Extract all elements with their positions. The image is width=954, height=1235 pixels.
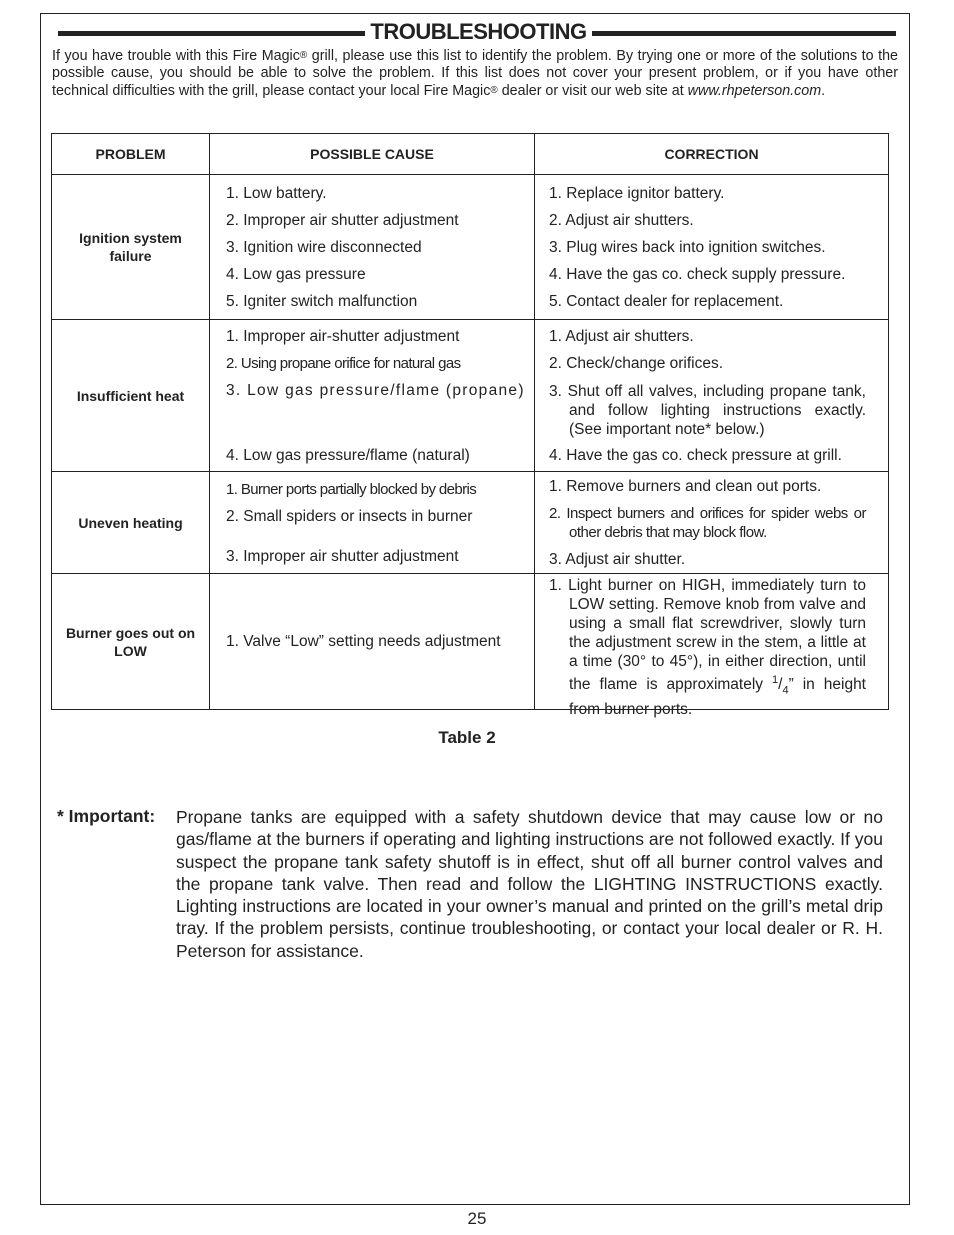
title-rule-left — [58, 31, 365, 36]
website-link[interactable]: www.rhpeterson.com — [687, 83, 822, 99]
intro-text-1: If you have trouble with this Fire Magic — [52, 48, 300, 64]
table-caption: Table 2 — [438, 728, 496, 747]
important-note-text: Propane tanks are equipped with a safety shutdown device that may cause low or no gas/flame at the burners if operating and lighting instructions are not followed exactly. If you suspect the propane tank safety shutoff is in effect, shut off all burner control valves and the propane tank valve. Then read and follow the LIGHTING INSTRUCTIONS exactly. Lighting instructions are located in your owner’s manual and printed on the grill’s metal drip tray. If the problem persists, continue troubleshooting, or contact your local dealer or R. H. Peterson for assistance. — [176, 807, 883, 961]
intro-paragraph — [52, 47, 898, 100]
correction-item: 2. Adjust air shutters. — [549, 212, 694, 229]
header-correction: CORRECTION — [535, 134, 889, 175]
correction-item: 2. Check/change orifices. — [549, 355, 724, 372]
cause-cell — [210, 472, 535, 574]
table-header-row — [52, 134, 889, 175]
problem-cell — [52, 320, 210, 472]
problem-cell — [52, 472, 210, 574]
correction-item: 4. Have the gas co. check supply pressure. — [549, 266, 846, 283]
cause-cell — [210, 175, 535, 320]
cause-item: 2. Small spiders or insects in burner — [226, 508, 473, 525]
table-row — [52, 175, 889, 320]
cause-item: 1. Low battery. — [226, 185, 327, 202]
registered-mark: ® — [490, 85, 498, 96]
cause-item: 1. Improper air-shutter adjustment — [226, 328, 460, 345]
table-row — [52, 472, 889, 574]
cause-item: 4. Low gas pressure/flame (natural) — [226, 447, 470, 464]
cause-item: 1. Valve “Low” setting needs adjustment — [226, 632, 501, 650]
cause-item: 2. Improper air shutter adjustment — [226, 212, 459, 229]
problem-cell — [52, 175, 210, 320]
important-note-label: * Important: — [57, 806, 156, 826]
correction-item: 1. Adjust air shutters. — [549, 328, 694, 345]
correction-cell — [535, 472, 889, 574]
table-row — [52, 574, 889, 710]
cause-item: 5. Igniter switch malfunction — [226, 293, 418, 310]
correction-item: 5. Contact dealer for replacement. — [549, 293, 784, 310]
troubleshooting-table — [51, 133, 889, 719]
cause-cell — [210, 574, 535, 710]
title-rule-right — [592, 31, 896, 36]
fraction-numerator: 1 — [772, 674, 779, 686]
intro-text-end: . — [821, 83, 826, 99]
page-number: 25 — [467, 1209, 487, 1228]
cause-item: 4. Low gas pressure — [226, 266, 366, 283]
correction-item — [549, 382, 866, 439]
correction-item: 1. Light burner on HIGH, immediately turn to LOW setting. Remove knob from valve and using a small flat screwdriver, slowly turn the adjustment screw in the stem, a little at a time (30° to 45°), in either direction, until the flame is approximately $^1/_4$” in height from burner ports. — [549, 577, 866, 719]
problem-label: Ignition system failure — [79, 230, 182, 264]
problem-label: Uneven heating — [78, 514, 183, 531]
correction-item: 1. Replace ignitor battery. — [549, 185, 725, 202]
correction-item: 3. Adjust air shutter. — [549, 551, 686, 568]
correction-item — [549, 504, 866, 542]
header-problem: PROBLEM — [52, 134, 210, 175]
fraction-denominator: 4 — [782, 684, 789, 697]
cause-item: 3. Ignition wire disconnected — [226, 239, 422, 256]
correction-item: 1. Remove burners and clean out ports. — [549, 478, 822, 495]
correction-cell — [535, 175, 889, 320]
cause-cell — [210, 320, 535, 472]
problem-cell — [52, 574, 210, 710]
problem-label: Insufficient heat — [76, 387, 185, 404]
intro-text-3: dealer or visit our web site at — [497, 83, 688, 99]
correction-item-text: 1. Light burner on HIGH, immediately turn to LOW setting. Remove knob from valve and using a small flat screwdriver, slowly turn the adjustment screw in the stem, a little at a time (30° to 45°), in either direction, until the flame is approximately — [549, 577, 866, 694]
correction-item: 3. Plug wires back into ignition switches. — [549, 239, 826, 256]
correction-item-text-end: ” in height from burner ports. — [569, 676, 866, 719]
correction-cell — [535, 320, 889, 472]
section-header — [58, 19, 896, 45]
header-possible-cause: POSSIBLE CAUSE — [210, 134, 535, 175]
intro-text-2: grill, please use this list to identify the problem. By trying one or more of the solutions to the possible cause, you should be able to solve the problem. If this list does not cover your present problem, or if you have other technical difficulties with the grill, please contact your local Fire Magic — [52, 48, 898, 99]
cause-item: 3. Low gas pressure/flame (propane) — [226, 382, 525, 399]
registered-mark: ® — [299, 50, 308, 61]
table-row — [52, 320, 889, 472]
correction-cell — [535, 574, 889, 719]
correction-item-text: 2. Inspect burners and orifices for spider webs or other debris that may block flow. — [549, 505, 866, 541]
problem-label: Burner goes out on LOW — [65, 624, 196, 659]
cause-item: 1. Burner ports partially blocked by debris — [226, 481, 477, 498]
correction-item-text: 3. Shut off all valves, including propane tank, and follow lighting instructions exactly. (See important note* below.) — [549, 383, 866, 438]
correction-item: 4. Have the gas co. check pressure at grill. — [549, 447, 842, 464]
cause-item: 2. Using propane orifice for natural gas — [226, 355, 461, 372]
cause-item: 3. Improper air shutter adjustment — [226, 548, 459, 565]
page-title: TROUBLESHOOTING — [370, 19, 587, 44]
